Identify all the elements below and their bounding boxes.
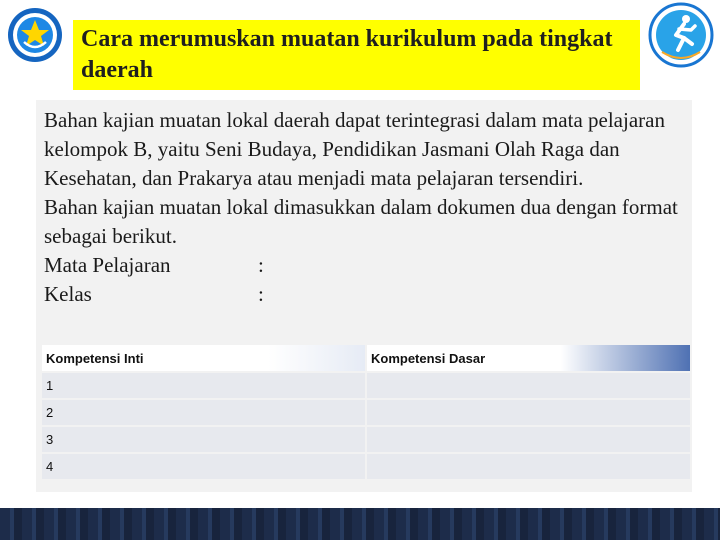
field-label: Kelas (44, 282, 92, 306)
table-row (42, 373, 690, 398)
table-cell (367, 454, 690, 479)
table-header-row (42, 345, 690, 371)
ministry-education-logo-icon (6, 6, 64, 64)
table-row (42, 427, 690, 452)
field-mata-pelajaran (44, 251, 684, 280)
field-colon: : (258, 253, 264, 277)
table-cell (367, 427, 690, 452)
table-cell: 3 (42, 427, 365, 452)
table-cell: 2 (42, 400, 365, 425)
table-cell (367, 373, 690, 398)
body-text (44, 106, 684, 309)
table-cell: 1 (42, 373, 365, 398)
table-row (42, 454, 690, 479)
field-kelas (44, 280, 684, 309)
table-cell (367, 400, 690, 425)
header-kompetensi-dasar: Kompetensi Dasar (367, 345, 690, 371)
table-row (42, 400, 690, 425)
competency-table (40, 343, 692, 481)
paragraph: Bahan kajian muatan lokal dimasukkan dalam dokumen dua dengan format sebagai berikut. (44, 195, 678, 248)
running-figure-logo-icon (648, 2, 714, 68)
slide-title: Cara merumuskan muatan kurikulum pada tingkat daerah (81, 26, 613, 83)
paragraph: Bahan kajian muatan lokal daerah dapat terintegrasi dalam mata pelajaran kelompok B, yaitu Seni Budaya, Pendidikan Jasmani Olah Raga dan Kesehatan, dan Prakarya atau menjadi mata pelajaran tersendiri. (44, 108, 665, 190)
header-kompetensi-inti: Kompetensi Inti (42, 345, 365, 371)
field-label: Mata Pelajaran (44, 253, 171, 277)
title-banner (73, 20, 640, 90)
field-colon: : (258, 282, 264, 306)
table-cell: 4 (42, 454, 365, 479)
footer-band (0, 508, 720, 540)
